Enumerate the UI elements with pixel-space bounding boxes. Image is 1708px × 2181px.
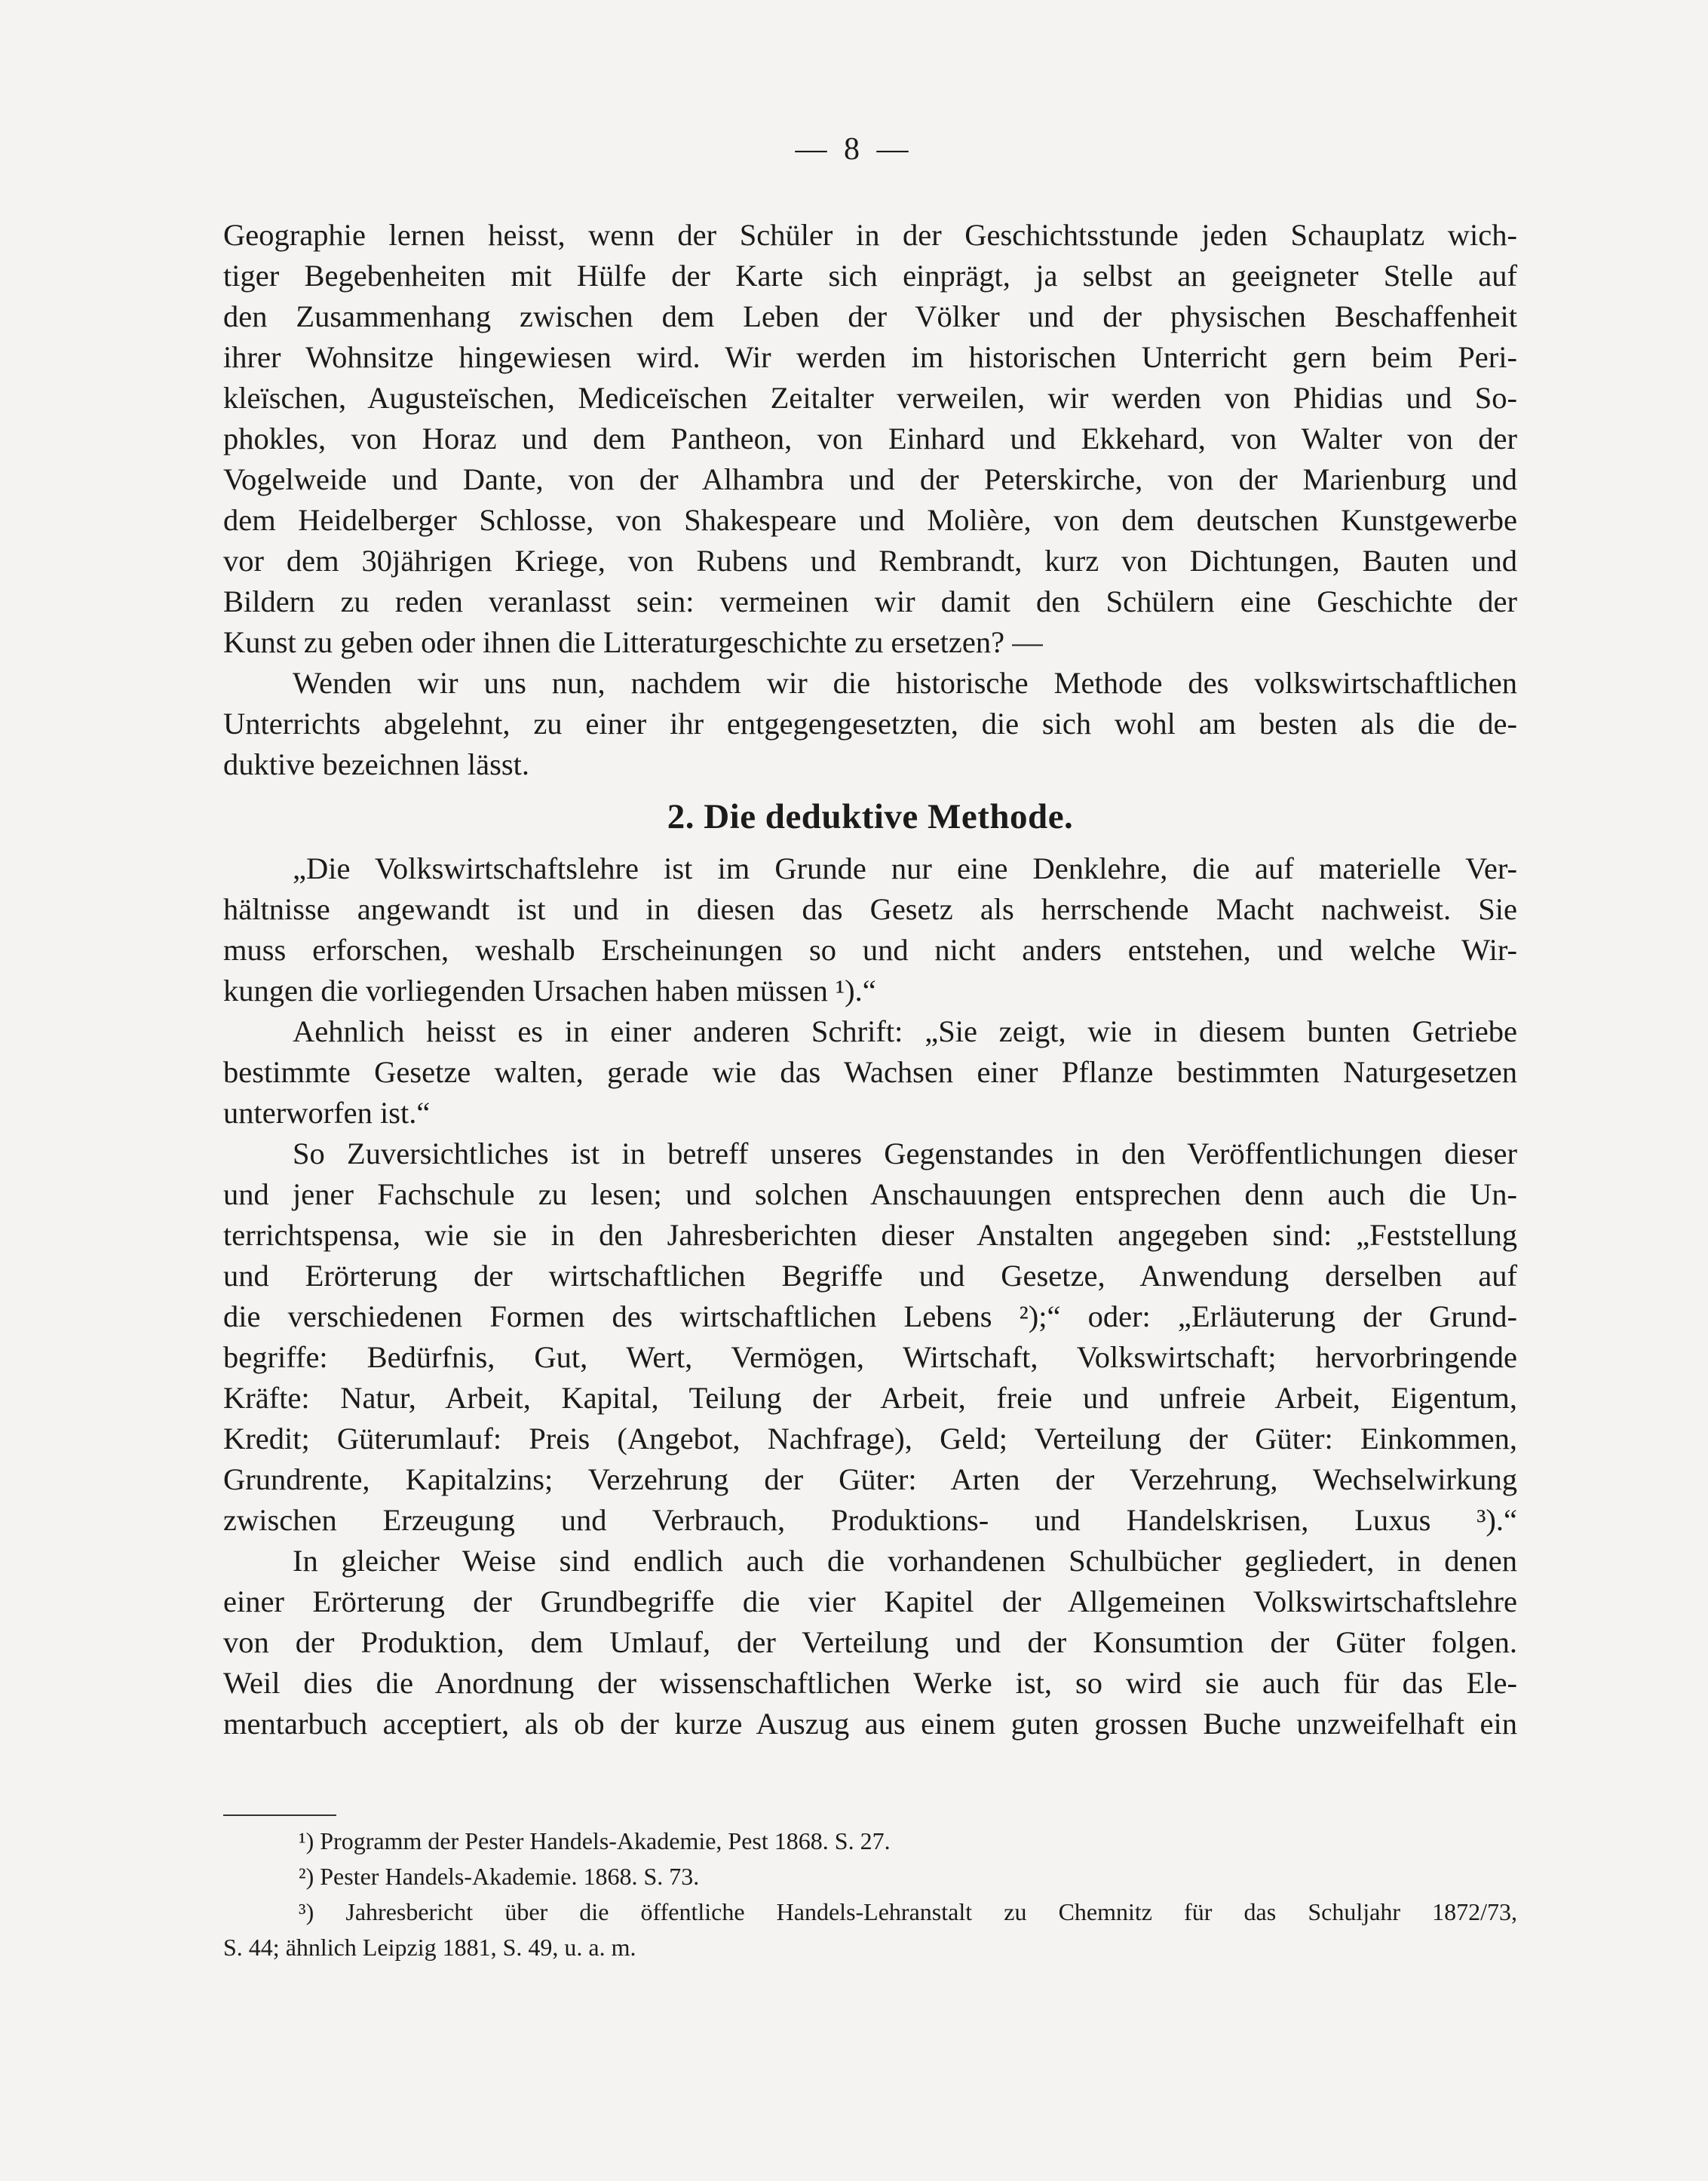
text-line: Vogelweide und Dante, von der Alhambra und der Peterskirche, von der Marienburg und (223, 462, 1517, 496)
text-line: muss erforschen, weshalb Erscheinungen so und nicht anders entstehen, und welche Wir- (223, 933, 1517, 967)
text-line: Weil dies die Anordnung der wissenschaftlichen Werke ist, so wird sie auch für das Ele- (223, 1666, 1517, 1700)
text-line: tiger Begebenheiten mit Hülfe der Karte sich einprägt, ja selbst an geeigneter Stelle auf (223, 259, 1517, 293)
text-line: duktive bezeichnen lässt. (223, 747, 529, 781)
text-line: bestimmte Gesetze walten, gerade wie das Wachsen einer Pflanze bestimmten Naturgesetzen (223, 1055, 1517, 1089)
text-line: Geographie lernen heisst, wenn der Schüler in der Geschichtsstunde jeden Schauplatz wich- (223, 218, 1517, 252)
section-heading: 2. Die deduktive Methode. (667, 797, 1074, 836)
text-line: vor dem 30jährigen Kriege, von Rubens und Rembrandt, kurz von Dichtungen, Bauten und (223, 544, 1517, 578)
text-line: So Zuversichtliches ist in betreff unseres Gegenstandes in den Veröffentlichungen dieser (293, 1137, 1517, 1170)
text-line: Kunst zu geben oder ihnen die Litteraturgeschichte zu ersetzen? — (223, 625, 1043, 659)
text-line: In gleicher Weise sind endlich auch die vorhandenen Schulbücher gegliedert, in denen (293, 1544, 1517, 1578)
footnote: ²) Pester Handels-Akademie. 1868. S. 73. (299, 1863, 700, 1890)
text-line: Kräfte: Natur, Arbeit, Kapital, Teilung der Arbeit, freie und unfreie Arbeit, Eigentum, (223, 1381, 1517, 1415)
text-line: begriffe: Bedürfnis, Gut, Wert, Vermögen, Wirtschaft, Volkswirtschaft; hervorbringende (223, 1340, 1517, 1374)
text-line: Wenden wir uns nun, nachdem wir die historische Methode des volkswirtschaftlichen (293, 666, 1517, 700)
text-line: kleïschen, Augusteïschen, Mediceïschen Zeitalter verweilen, wir werden von Phidias und So- (223, 381, 1517, 415)
text-line: Aehnlich heisst es in einer anderen Schrift: „Sie zeigt, wie in diesem bunten Getriebe (293, 1014, 1517, 1048)
page-number: — 8 — (795, 132, 913, 167)
text-line: unterworfen ist.“ (223, 1096, 431, 1130)
text-line: Grundrente, Kapitalzins; Verzehrung der Güter: Arten der Verzehrung, Wechselwirkung (223, 1462, 1517, 1496)
text-line: zwischen Erzeugung und Verbrauch, Produktions- und Handelskrisen, Luxus ³).“ (223, 1503, 1517, 1537)
text-line: Unterrichts abgelehnt, zu einer ihr entgegengesetzten, die sich wohl am besten als die de- (223, 707, 1517, 741)
footnotes (223, 1824, 1517, 1965)
footnote: ³) Jahresbericht über die öffentliche Handels-Lehranstalt zu Chemnitz für das Schuljahr 1872/73, (299, 1898, 1517, 1925)
text-line: Bildern zu reden veranlasst sein: vermeinen wir damit den Schülern eine Geschichte der (223, 584, 1517, 618)
footnote: ¹) Programm der Pester Handels-Akademie, Pest 1868. S. 27. (299, 1827, 891, 1854)
text-line: phokles, von Horaz und dem Pantheon, von Einhard und Ekkehard, von Walter von der (223, 422, 1517, 456)
text-line: mentarbuch acceptiert, als ob der kurze Auszug aus einem guten grossen Buche unzweifelhaft ein (223, 1707, 1517, 1741)
text-line: terrichtspensa, wie sie in den Jahresberichten dieser Anstalten angegeben sind: „Feststellung (223, 1218, 1517, 1252)
body-text (223, 215, 1517, 1744)
text-line: die verschiedenen Formen des wirtschaftlichen Lebens ²);“ oder: „Erläuterung der Grund- (223, 1299, 1517, 1333)
text-line: ihrer Wohnsitze hingewiesen wird. Wir werden im historischen Unterricht gern beim Peri- (223, 340, 1517, 374)
text-line: kungen die vorliegenden Ursachen haben müssen ¹).“ (223, 974, 876, 1008)
text-line: und jener Fachschule zu lesen; und solchen Anschauungen entsprechen denn auch die Un- (223, 1177, 1517, 1211)
text-line: und Erörterung der wirtschaftlichen Begriffe und Gesetze, Anwendung derselben auf (223, 1259, 1517, 1293)
text-line: einer Erörterung der Grundbegriffe die vier Kapitel der Allgemeinen Volkswirtschaftslehre (223, 1584, 1517, 1618)
text-line: „Die Volkswirtschaftslehre ist im Grunde nur eine Denklehre, die auf materielle Ver- (293, 851, 1517, 885)
text-line: Kredit; Güterumlauf: Preis (Angebot, Nachfrage), Geld; Verteilung der Güter: Einkommen, (223, 1422, 1517, 1456)
text-line: hältnisse angewandt ist und in diesen das Gesetz als herrschende Macht nachweist. Sie (223, 892, 1517, 926)
text-line: dem Heidelberger Schlosse, von Shakespeare und Molière, von dem deutschen Kunstgewerbe (223, 503, 1517, 537)
text-line: den Zusammenhang zwischen dem Leben der Völker und der physischen Beschaffenheit (223, 299, 1517, 333)
footnote-divider (223, 1814, 336, 1816)
text-line: von der Produktion, dem Umlauf, der Verteilung und der Konsumtion der Güter folgen. (223, 1625, 1517, 1659)
footnote: S. 44; ähnlich Leipzig 1881, S. 49, u. a. m. (223, 1934, 636, 1961)
